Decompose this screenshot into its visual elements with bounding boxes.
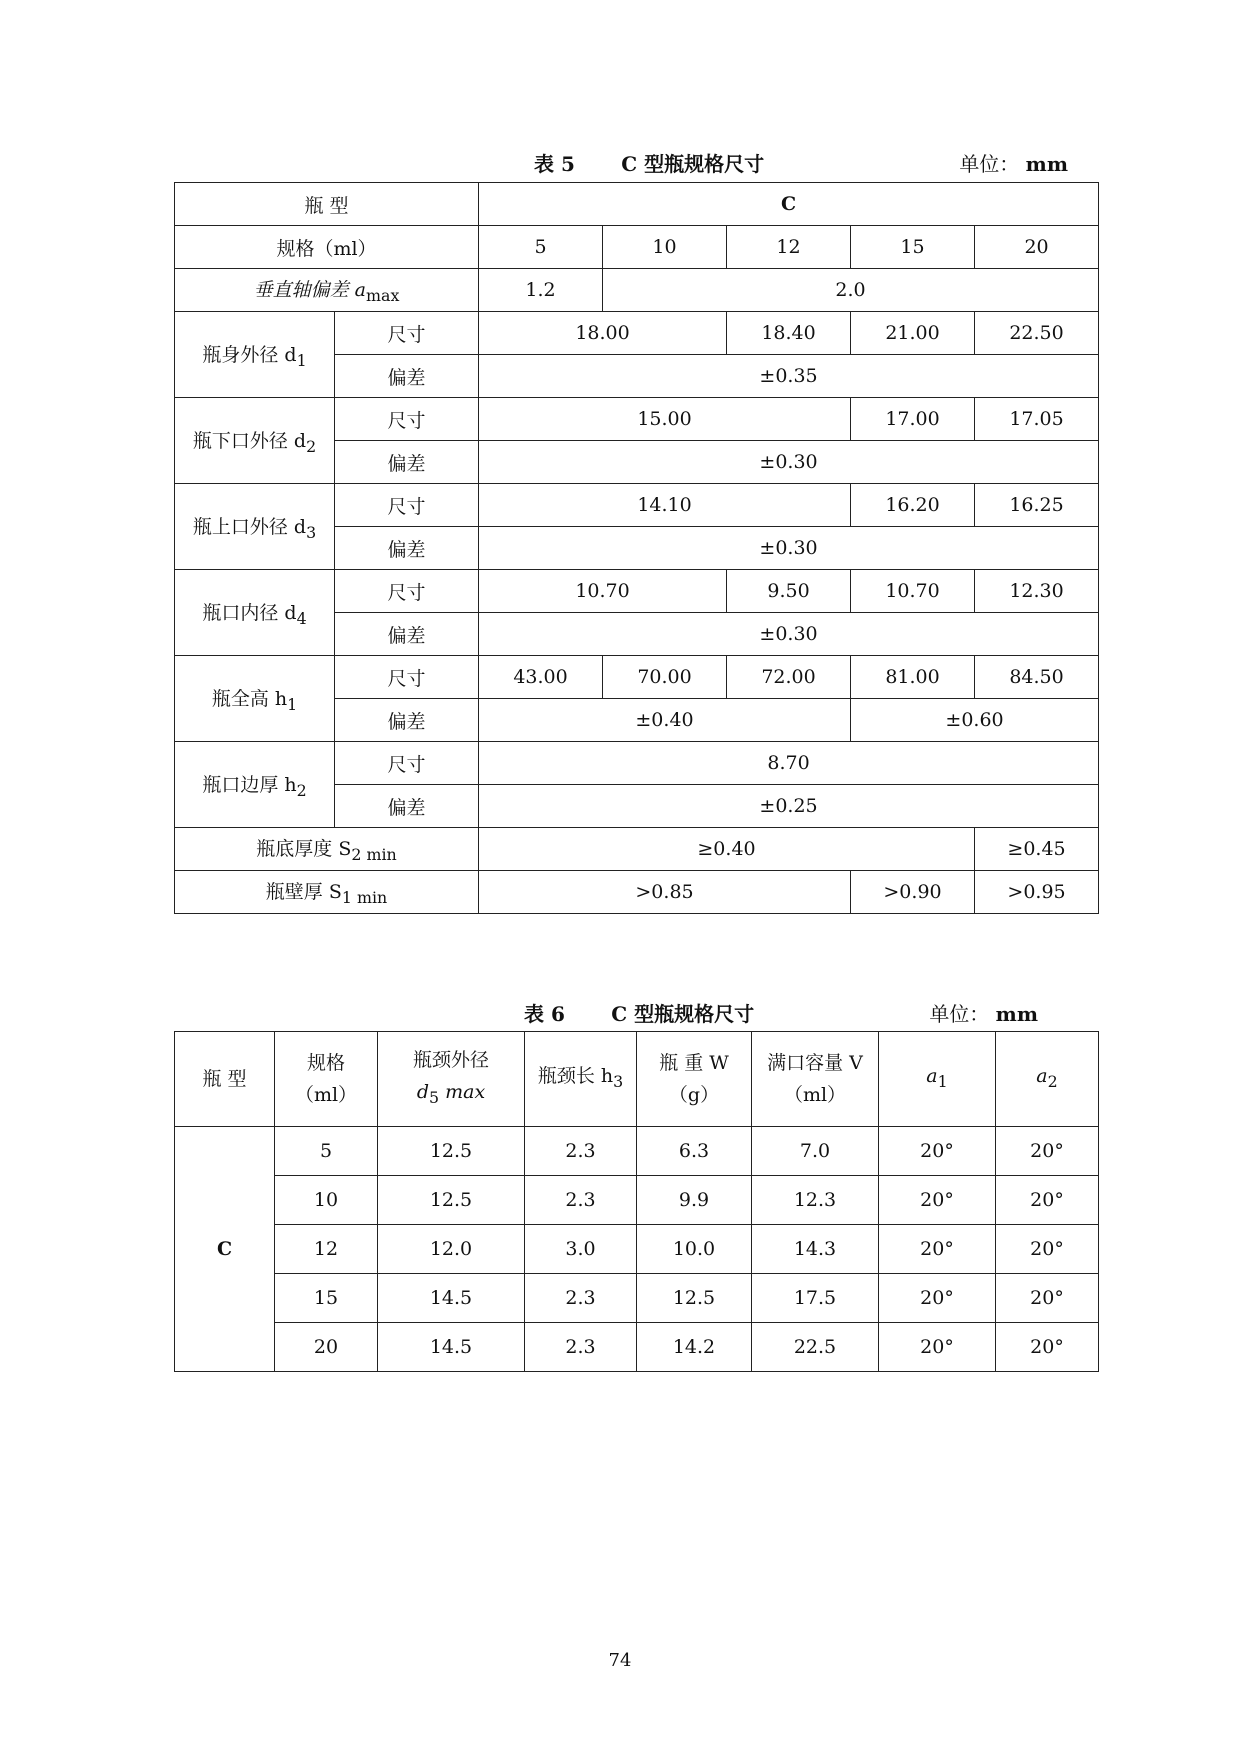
spec-cell: 15 [851, 226, 975, 269]
size-label: 尺寸 [335, 484, 479, 527]
table5-unit [959, 148, 1068, 177]
header-volume-line2: （ml） [783, 1084, 847, 1106]
table6-unit-value: mm [995, 1002, 1038, 1026]
header-spec [275, 1032, 378, 1127]
h1-label-sub: 1 [287, 694, 298, 714]
size-label: 尺寸 [335, 398, 479, 441]
table-cell: 6.3 [637, 1127, 752, 1176]
deviation-label: 偏差 [335, 441, 479, 484]
header-weight-line1: 瓶 重 W [659, 1052, 729, 1074]
table6-title: C 型瓶规格尺寸 [611, 1002, 755, 1026]
size-label: 尺寸 [335, 312, 479, 355]
table-row [175, 1127, 1099, 1176]
h1-size-cell: 72.00 [727, 656, 851, 699]
table6-number: 表 6 [524, 1002, 565, 1026]
d2-size-cell: 17.00 [851, 398, 975, 441]
table-cell: 12.0 [378, 1225, 525, 1274]
s1-label [175, 871, 479, 914]
d3-size-cell: 14.10 [479, 484, 851, 527]
spec-cell: 20 [975, 226, 1099, 269]
axis-deviation-text: 垂直轴偏差 a [253, 279, 366, 302]
d1-size-cell: 22.50 [975, 312, 1099, 355]
h1-label [175, 656, 335, 742]
table-cell: 7.0 [752, 1127, 879, 1176]
h2-label-text: 瓶口边厚 h [202, 773, 297, 796]
s2-value-cell: ≥0.45 [975, 828, 1099, 871]
header-neck-od [378, 1032, 525, 1127]
table5-caption [174, 148, 1098, 178]
table-row [175, 398, 1099, 441]
header-neck-length [525, 1032, 637, 1127]
table-cell: 12.5 [378, 1176, 525, 1225]
d4-size-cell: 10.70 [479, 570, 727, 613]
header-a2 [996, 1032, 1099, 1127]
table-cell: 5 [275, 1127, 378, 1176]
axis-deviation-label [175, 269, 479, 312]
table-row [175, 1274, 1099, 1323]
d2-label-text: 瓶下口外径 d [192, 429, 307, 452]
s1-label-sub: 1 min [341, 887, 388, 907]
table-row [175, 484, 1099, 527]
deviation-label: 偏差 [335, 699, 479, 742]
d4-label [175, 570, 335, 656]
spec-cell: 10 [603, 226, 727, 269]
header-a1-symbol: a [926, 1065, 938, 1088]
d1-label-sub: 1 [296, 350, 307, 370]
table6-unit [929, 998, 1038, 1027]
table-cell: 15 [275, 1274, 378, 1323]
h1-size-cell: 81.00 [851, 656, 975, 699]
d4-size-cell: 9.50 [727, 570, 851, 613]
table-cell: 12.5 [637, 1274, 752, 1323]
header-volume [752, 1032, 879, 1127]
d4-deviation-cell: ±0.30 [479, 613, 1099, 656]
spec-cell: 5 [479, 226, 603, 269]
axis-deviation-cell: 1.2 [479, 269, 603, 312]
s1-value-cell: >0.90 [851, 871, 975, 914]
table-row [175, 742, 1099, 785]
table-cell: 20° [879, 1225, 996, 1274]
table-cell: 12.3 [752, 1176, 879, 1225]
d2-label-sub: 2 [306, 436, 317, 456]
table-row [175, 312, 1099, 355]
spec-cell: 12 [727, 226, 851, 269]
d1-deviation-cell: ±0.35 [479, 355, 1099, 398]
header-a2-symbol: a [1036, 1065, 1048, 1088]
d4-label-sub: 4 [296, 608, 307, 628]
table-cell: 20° [879, 1127, 996, 1176]
s2-value-cell: ≥0.40 [479, 828, 975, 871]
table-cell: 20° [996, 1225, 1099, 1274]
table-cell: 12.5 [378, 1127, 525, 1176]
table-row [175, 1225, 1099, 1274]
s2-label [175, 828, 479, 871]
d3-size-cell: 16.25 [975, 484, 1099, 527]
header-a1 [879, 1032, 996, 1127]
deviation-label: 偏差 [335, 527, 479, 570]
axis-deviation-sub: max [366, 285, 400, 305]
table-cell: 2.3 [525, 1274, 637, 1323]
table-cell: 20° [996, 1176, 1099, 1225]
header-neck-od-sub: 5 [428, 1087, 440, 1107]
h1-deviation-cell: ±0.40 [479, 699, 851, 742]
d3-label [175, 484, 335, 570]
d4-size-cell: 10.70 [851, 570, 975, 613]
d2-size-cell: 15.00 [479, 398, 851, 441]
table-cell: 14.2 [637, 1323, 752, 1372]
header-a2-sub: 2 [1047, 1071, 1058, 1091]
header-volume-line1: 满口容量 V [767, 1052, 863, 1074]
spec-label: 规格（ml） [175, 226, 479, 269]
header-neck-length-sub: 3 [613, 1071, 624, 1091]
d2-label [175, 398, 335, 484]
table-cell: 2.3 [525, 1323, 637, 1372]
h2-label-sub: 2 [296, 780, 307, 800]
d4-size-cell: 12.30 [975, 570, 1099, 613]
table6 [174, 1031, 1099, 1372]
table-row [175, 656, 1099, 699]
table-cell: 3.0 [525, 1225, 637, 1274]
table-cell: 12 [275, 1225, 378, 1274]
table5-unit-value: mm [1025, 152, 1068, 176]
table-cell: 2.3 [525, 1176, 637, 1225]
d3-label-sub: 3 [306, 522, 317, 542]
header-neck-od-suffix: max [439, 1081, 486, 1104]
deviation-label: 偏差 [335, 355, 479, 398]
header-a1-sub: 1 [937, 1071, 948, 1091]
table-row [175, 570, 1099, 613]
header-type: 瓶 型 [175, 1032, 275, 1127]
table5-number: 表 5 [534, 152, 575, 176]
d4-label-text: 瓶口内径 d [202, 601, 297, 624]
table-cell: 10.0 [637, 1225, 752, 1274]
page-number: 74 [608, 1650, 632, 1671]
table-cell: 9.9 [637, 1176, 752, 1225]
table-cell: 14.5 [378, 1274, 525, 1323]
table6-unit-label: 单位： [929, 1002, 990, 1026]
table-header-row [175, 1032, 1099, 1127]
d1-size-cell: 21.00 [851, 312, 975, 355]
table-cell: 10 [275, 1176, 378, 1225]
table-cell: 20° [996, 1274, 1099, 1323]
s2-label-sub: 2 min [351, 844, 397, 864]
table-cell: 14.3 [752, 1225, 879, 1274]
d1-label-text: 瓶身外径 d [202, 343, 297, 366]
table-row [175, 269, 1099, 312]
h2-size-cell: 8.70 [479, 742, 1099, 785]
table-row [175, 1323, 1099, 1372]
h2-deviation-cell: ±0.25 [479, 785, 1099, 828]
bottle-type-value: C [479, 183, 1099, 226]
d1-label [175, 312, 335, 398]
h1-size-cell: 84.50 [975, 656, 1099, 699]
deviation-label: 偏差 [335, 613, 479, 656]
s1-label-text: 瓶壁厚 S [265, 881, 342, 904]
table-row [175, 828, 1099, 871]
deviation-label: 偏差 [335, 785, 479, 828]
size-label: 尺寸 [335, 656, 479, 699]
size-label: 尺寸 [335, 742, 479, 785]
header-neck-length-text: 瓶颈长 h [537, 1065, 614, 1088]
header-spec-line1: 规格 [306, 1052, 345, 1074]
table-row [175, 1176, 1099, 1225]
table5-unit-label: 单位： [959, 152, 1020, 176]
table-cell: 2.3 [525, 1127, 637, 1176]
bottle-type-label: 瓶 型 [175, 183, 479, 226]
h1-size-cell: 70.00 [603, 656, 727, 699]
h2-label [175, 742, 335, 828]
d2-deviation-cell: ±0.30 [479, 441, 1099, 484]
table-cell: 22.5 [752, 1323, 879, 1372]
d3-deviation-cell: ±0.30 [479, 527, 1099, 570]
table-cell: 17.5 [752, 1274, 879, 1323]
table-cell: 20° [879, 1274, 996, 1323]
table6-caption [174, 998, 1098, 1028]
s1-value-cell: >0.85 [479, 871, 851, 914]
s2-label-text: 瓶底厚度 S [256, 838, 352, 861]
table-cell: 20° [879, 1323, 996, 1372]
type-value-cell: C [175, 1127, 275, 1372]
table5 [174, 182, 1099, 914]
table5-title: C 型瓶规格尺寸 [621, 152, 765, 176]
d3-label-text: 瓶上口外径 d [192, 515, 307, 538]
header-spec-line2: （ml） [294, 1084, 358, 1106]
d1-size-cell: 18.40 [727, 312, 851, 355]
h1-size-cell: 43.00 [479, 656, 603, 699]
d1-size-cell: 18.00 [479, 312, 727, 355]
axis-deviation-cell: 2.0 [603, 269, 1099, 312]
header-neck-od-symbol: d [416, 1081, 429, 1104]
table-row [175, 226, 1099, 269]
s1-value-cell: >0.95 [975, 871, 1099, 914]
d3-size-cell: 16.20 [851, 484, 975, 527]
table-cell: 20 [275, 1323, 378, 1372]
header-neck-od-line1: 瓶颈外径 [412, 1049, 489, 1072]
table-row [175, 183, 1099, 226]
table-cell: 20° [996, 1323, 1099, 1372]
table-row [175, 871, 1099, 914]
h1-deviation-cell: ±0.60 [851, 699, 1099, 742]
table-cell: 14.5 [378, 1323, 525, 1372]
table-cell: 20° [996, 1127, 1099, 1176]
table-cell: 20° [879, 1176, 996, 1225]
size-label: 尺寸 [335, 570, 479, 613]
header-weight [637, 1032, 752, 1127]
header-weight-line2: （g） [668, 1084, 720, 1106]
h1-label-text: 瓶全高 h [211, 687, 288, 710]
d2-size-cell: 17.05 [975, 398, 1099, 441]
